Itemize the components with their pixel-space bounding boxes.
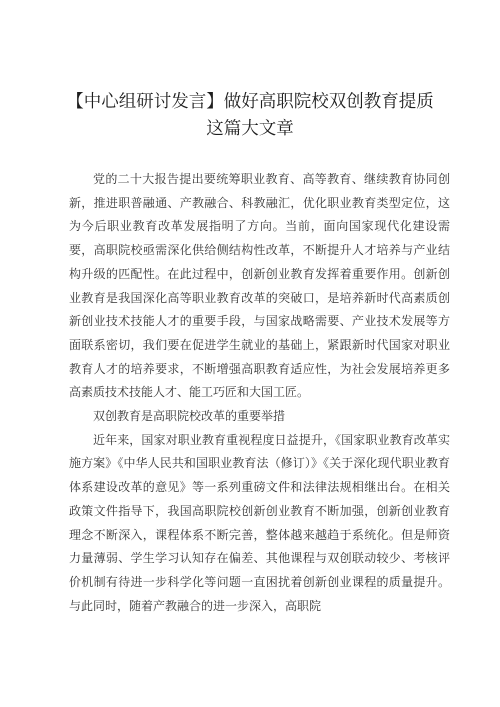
document-body xyxy=(69,168,450,618)
body-paragraph: 党的二十大报告提出要统筹职业教育、高等教育、继续教育协同创新，推进职普融通、产教融合、科教融汇，优化职业教育类型定位，这为今后职业教育改革发展指明了方向。当前，面向国家现代化建设需要，高职院校亟需深化供给侧结构性改革，不断提升人才培养与产业结构升级的匹配性。在此过程中，创新创业教育发挥着重要作用。创新创业教育是我国深化高等职业教育改革的突破口，是培养新时代高素质创新创业技术技能人才的重要手段，与国家战略需要、产业技术发展等方面联系密切，我们要在促进学生就业的基础上，紧跟新时代国家对职业教育人才的培养要求，不断增强高职教育适应性，为社会发展培养更多高素质技术技能人才、能工巧匠和大国工匠。 xyxy=(69,172,450,400)
body-paragraph: 近年来，国家对职业教育重视程度日益提升，《国家职业教育改革实施方案》《中华人民共和国职业教育法（修订）》《关于深化现代职业教育体系建设改革的意见》等一系列重磅文件和法律法规相继出台。在相关政策文件指导下，我国高职院校创新创业教育不断加强，创新创业教育理念不断深入，课程体系不断完善，整体越来越趋于系统化。但是师资力量薄弱、学生学习认知存在偏差、其他课程与双创联动较少、考核评价机制有待进一步科学化等问题一直困扰着创新创业课程的质量提升。与此同时，随着产教融合的进一步深入，高职院 xyxy=(69,432,450,613)
section-heading: 双创教育是高职院校改革的重要举措 xyxy=(93,409,286,424)
document-title: 【中心组研讨发言】做好高职院校双创教育提质这篇大文章 xyxy=(66,92,434,139)
